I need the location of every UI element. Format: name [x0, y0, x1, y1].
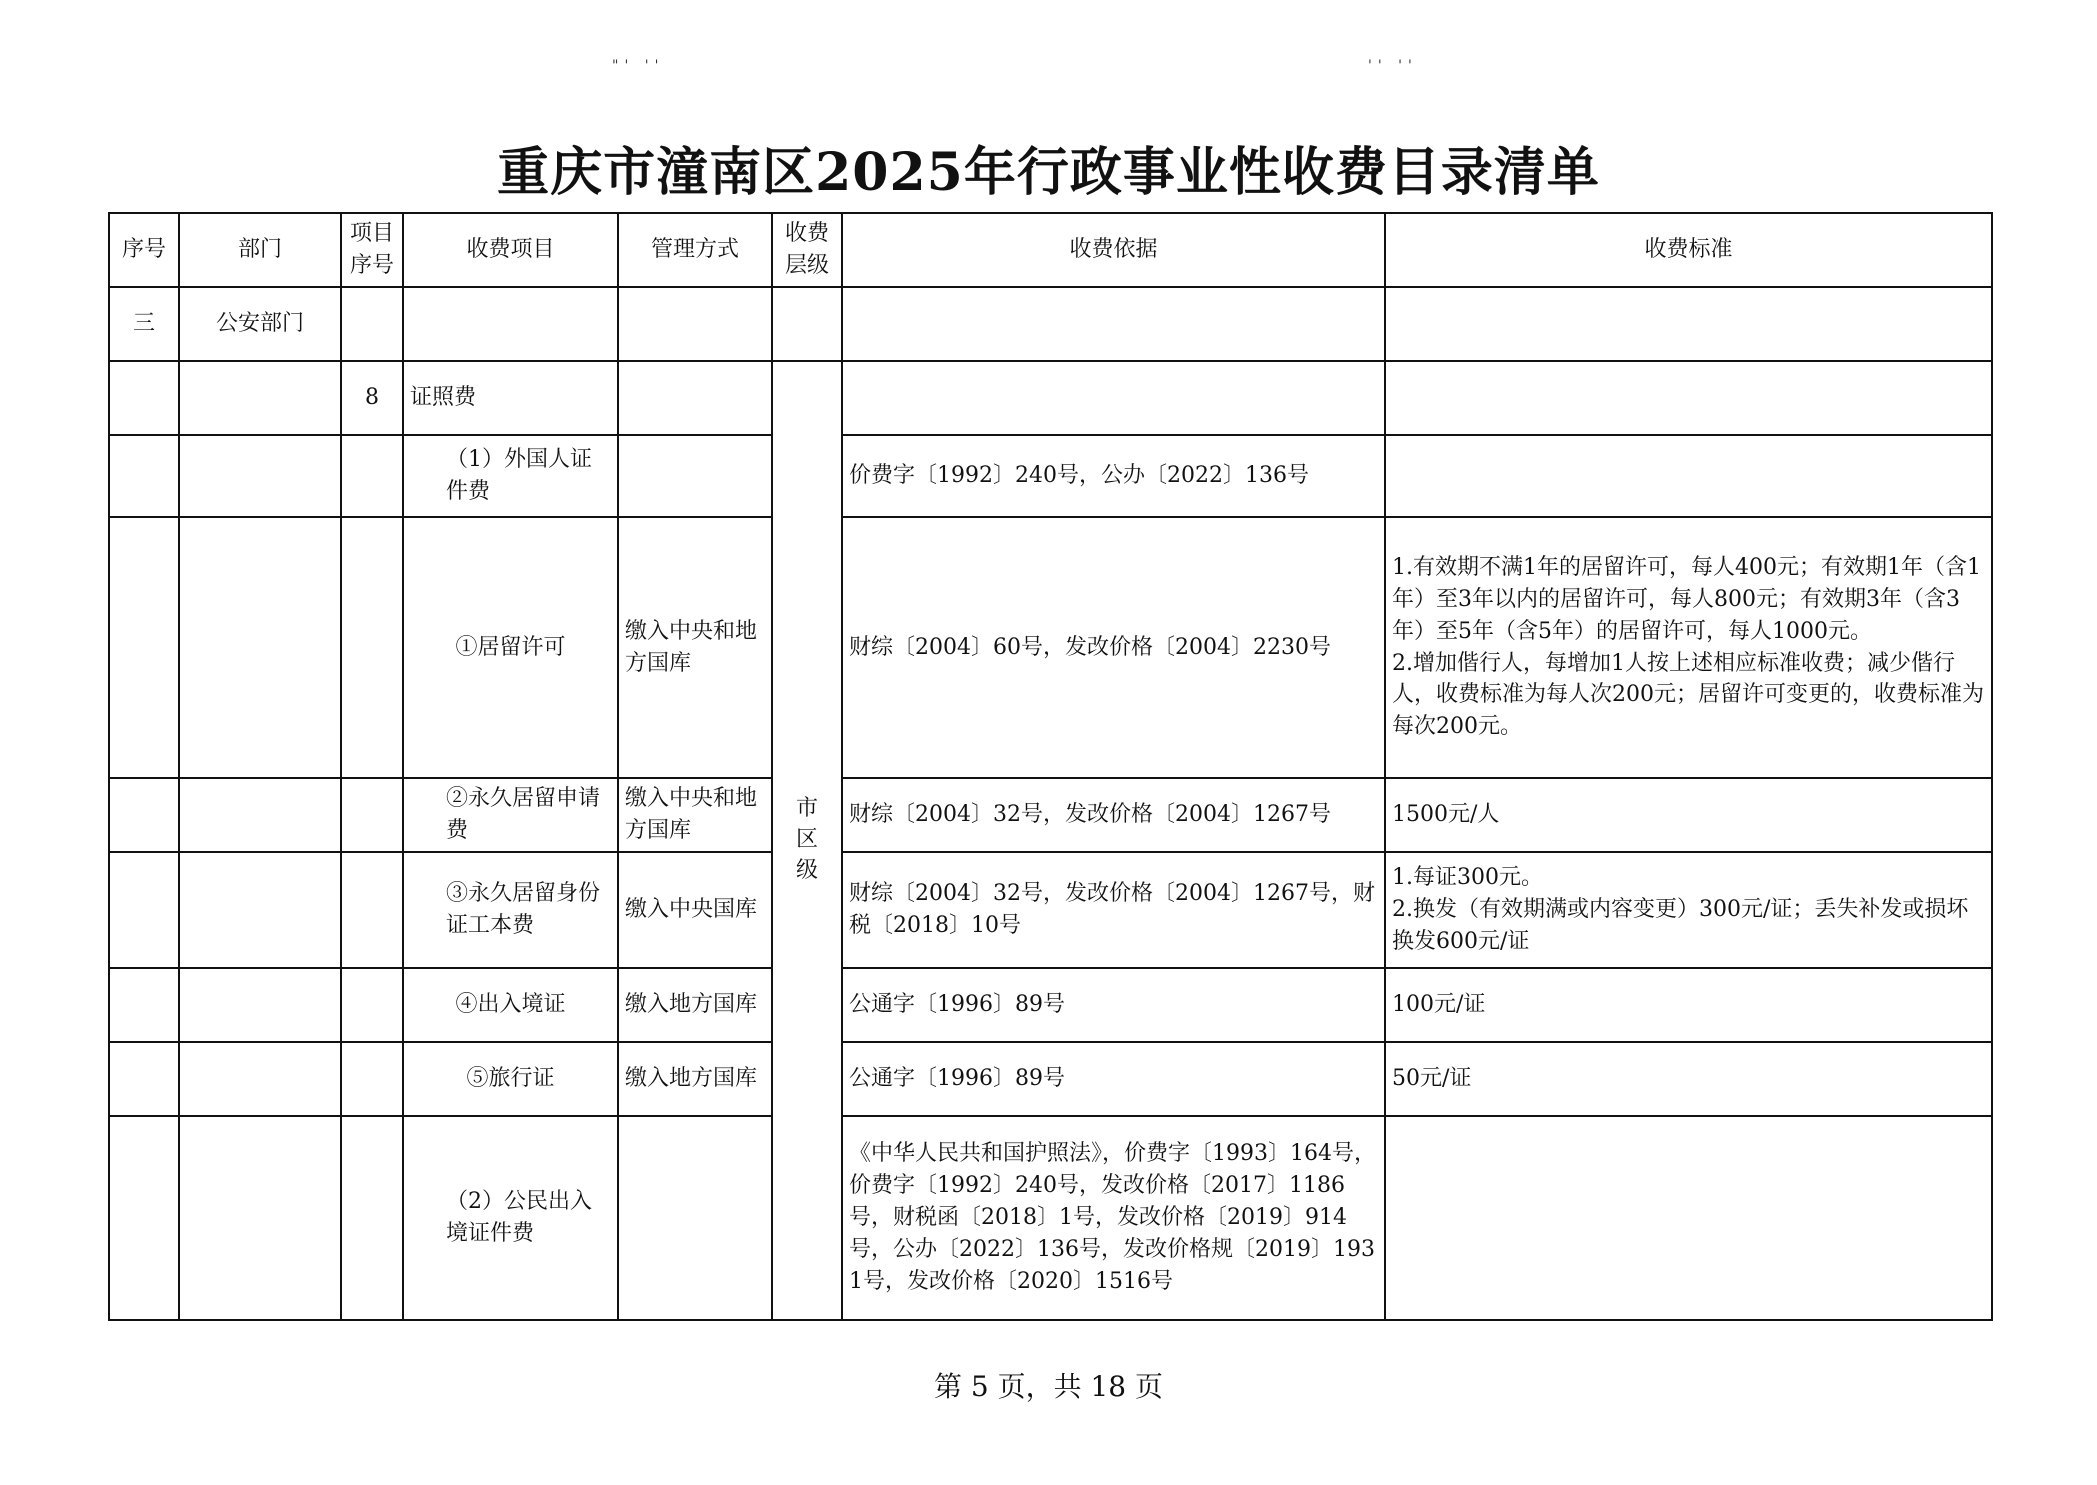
header-basis: 收费依据	[842, 213, 1385, 287]
header-level: 收费层级	[772, 213, 842, 287]
header-item: 收费项目	[403, 213, 618, 287]
header-row	[109, 213, 1992, 287]
table-row-1a	[109, 517, 1992, 778]
level-value: 市区级	[795, 796, 818, 883]
mgmt-1e: 缴入地方国库	[618, 1042, 772, 1116]
header-standard: 收费标准	[1385, 213, 1992, 287]
level-cell	[772, 361, 842, 1320]
item-1: （1）外国人证件费	[403, 435, 618, 517]
standard-1a: 1.有效期不满1年的居留许可，每人400元；有效期1年（含1年）至3年以内的居留许可，每人800元；有效期3年（含3年）至5年（含5年）的居留许可，每人1000元。 2.增加偕行人，每增加1人按上述相应标准收费；减少偕行人，收费标准为每人次200元；居留许可变更的，收费标准为每次200元。	[1385, 517, 1992, 778]
table-row-1b	[109, 778, 1992, 852]
item-no-8: 8	[341, 361, 403, 435]
scan-speck-right: '' ''	[1368, 58, 1418, 74]
header-seq: 序号	[109, 213, 179, 287]
basis-1b: 财综〔2004〕32号，发改价格〔2004〕1267号	[842, 778, 1385, 852]
section-dept: 公安部门	[179, 287, 341, 361]
table-row-1d	[109, 968, 1992, 1042]
item-1c: ③永久居留身份证工本费	[403, 852, 618, 968]
standard-1c: 1.每证300元。 2.换发（有效期满或内容变更）300元/证；丢失补发或损坏换发600元/证	[1385, 852, 1992, 968]
page-title: 重庆市潼南区2025年行政事业性收费目录清单	[497, 142, 1600, 203]
header-mgmt: 管理方式	[618, 213, 772, 287]
basis-2: 《中华人民共和国护照法》，价费字〔1993〕164号，价费字〔1992〕240号，发改价格〔2017〕1186号，财税函〔2018〕1号，发改价格〔2019〕914号，公办〔2022〕136号，发改价格规〔2019〕1931号，发改价格〔2020〕1516号	[842, 1116, 1385, 1320]
basis-1e: 公通字〔1996〕89号	[842, 1042, 1385, 1116]
fee-table	[108, 212, 1993, 1321]
mgmt-1b: 缴入中央和地方国库	[618, 778, 772, 852]
header-item-no: 项目序号	[341, 213, 403, 287]
table-row-2	[109, 1116, 1992, 1320]
section-seq: 三	[109, 287, 179, 361]
item-8: 证照费	[403, 361, 618, 435]
item-1b: ②永久居留申请费	[403, 778, 618, 852]
table-row-section	[109, 287, 1992, 361]
standard-1d: 100元/证	[1385, 968, 1992, 1042]
standard-1e: 50元/证	[1385, 1042, 1992, 1116]
mgmt-1a: 缴入中央和地方国库	[618, 517, 772, 778]
item-2: （2）公民出入境证件费	[403, 1116, 618, 1320]
item-1a: ①居留许可	[403, 517, 618, 778]
item-1d: ④出入境证	[403, 968, 618, 1042]
header-dept: 部门	[179, 213, 341, 287]
basis-1a: 财综〔2004〕60号，发改价格〔2004〕2230号	[842, 517, 1385, 778]
table-row-1c	[109, 852, 1992, 968]
mgmt-1d: 缴入地方国库	[618, 968, 772, 1042]
standard-1b: 1500元/人	[1385, 778, 1992, 852]
item-1e: ⑤旅行证	[403, 1042, 618, 1116]
scan-speck-left: "' ''	[612, 58, 665, 74]
basis-1: 价费字〔1992〕240号，公办〔2022〕136号	[842, 435, 1385, 517]
table-row-1	[109, 435, 1992, 517]
basis-1c: 财综〔2004〕32号，发改价格〔2004〕1267号，财税〔2018〕10号	[842, 852, 1385, 968]
basis-1d: 公通字〔1996〕89号	[842, 968, 1385, 1042]
table-row-8	[109, 361, 1992, 435]
table-row-1e	[109, 1042, 1992, 1116]
mgmt-1c: 缴入中央国库	[618, 852, 772, 968]
page-number: 第 5 页，共 18 页	[933, 1370, 1164, 1403]
